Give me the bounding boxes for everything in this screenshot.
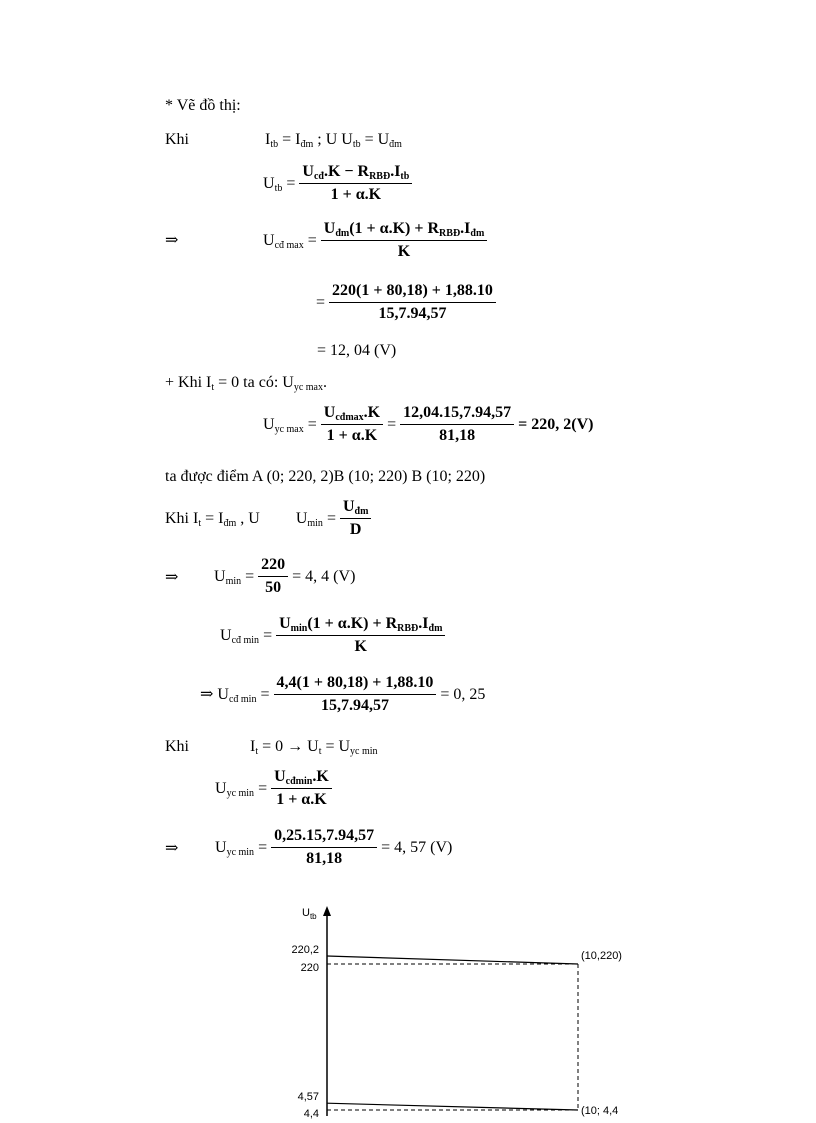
y-tick-label: 4,57 xyxy=(297,1091,319,1104)
result-ucd-max: = 12, 04 (V) xyxy=(317,342,397,359)
y-tick-label: 220 xyxy=(300,962,319,974)
implies-arrow-1: ⇒ xyxy=(165,232,179,249)
series-line-1 xyxy=(327,956,578,964)
formula-umin: $U_{min}$ = $\frac{220}{50}$ = 4, 4 (V) xyxy=(214,556,356,596)
y-axis-label: $U_{tb}$ xyxy=(302,907,317,921)
implies-arrow-3: ⇒ xyxy=(165,840,179,857)
y-tick-label: 4,4 xyxy=(303,1108,319,1120)
y-tick-label: 220,2 xyxy=(291,944,319,956)
point-annotation: (10; 4,4 xyxy=(581,1105,619,1117)
condition-line-2: + Khi $I_t = 0$ ta có: $U_{yc max}$. xyxy=(165,374,327,393)
formula-ucd-max-values: = $\frac{220(1 + 80,18) + 1,88.10}{15,7.94,57}$ xyxy=(316,282,496,323)
formula-utb: $U_{tb}$ = $\frac{U_{cđ}.K - R_{RBĐ}.I_{tb}}{1 + \alpha.K}$ xyxy=(263,163,412,204)
points-statement: ta được điểm A (0; 220, 2)B (10; 220) B (10; 220) xyxy=(165,468,486,485)
series-line-2 xyxy=(327,1103,578,1110)
section-heading: * Vẽ đồ thị: xyxy=(165,97,241,114)
formula-ucd-min-values: ⇒ $U_{cđ min}$ = $\frac{4,4(1 + 80,18) + 1,88.10}{15,7.94,57}$ = 0, 25 xyxy=(200,674,486,714)
implies-arrow-2: ⇒ xyxy=(165,569,179,586)
formula-ucd-max: $U_{cđ max}$ = $\frac{U_{đm}(1 + \alpha.K) + R_{RBĐ}.I_{đm}}{K}$ xyxy=(263,220,487,261)
condition-line-3: Khi $I_t = I_{đm}$ , U $U_{min}$ = $\frac{U_{đm}}{D}$ xyxy=(165,498,371,539)
condition-line-4: $I_t = 0 \to U_t = U_{yc min}$ xyxy=(250,738,378,757)
formula-uyc-min-values: $U_{yc min}$ = $\frac{0,25.15,7.94,57}{81,18}$ = 4, 57 (V) xyxy=(215,827,453,867)
formula-uyc-max: $U_{yc max}$ = $\frac{U_{cđmax}.K}{1 + \alpha.K}$ = $\frac{12,04.15,7.94,57}{81,18}$ = 220, 2(V) xyxy=(263,404,594,444)
point-annotation: (10,220) xyxy=(581,950,622,962)
y-axis-arrow-icon xyxy=(323,906,331,916)
formula-ucd-min: $U_{cđ min}$ = $\frac{U_{min}(1 + \alpha.K) + R_{RBĐ}.I_{đm}}{K}$ xyxy=(220,615,445,656)
khi-label-1: Khi xyxy=(165,131,189,148)
khi-label-2: Khi xyxy=(165,738,189,755)
condition-line-1: $I_{tb} = I_{đm}$ ; U $U_{tb} = U_{đm}$ xyxy=(265,131,402,150)
formula-uyc-min: $U_{yc min}$ = $\frac{U_{cđmin}.K}{1 + \alpha.K}$ xyxy=(215,768,332,809)
